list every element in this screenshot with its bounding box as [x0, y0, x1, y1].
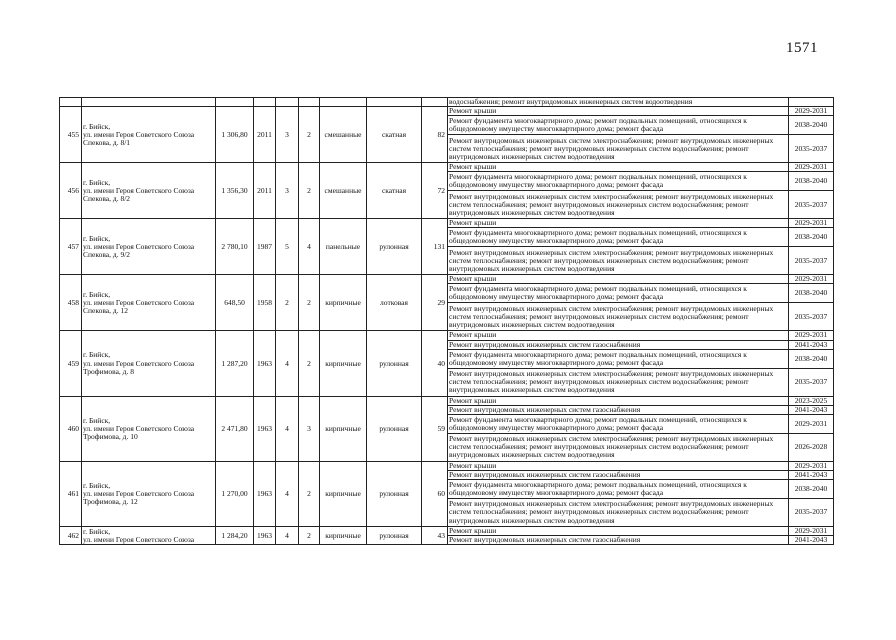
work-description-cell: Ремонт фундамента многоквартирного дома; ремонт подвальных помещений, относящихся к общедомовому имуществу многоквартирного дома; ремонт фасада	[448, 480, 789, 499]
build-year-cell: 1987	[254, 219, 276, 275]
work-description-cell: Ремонт фундамента многоквартирного дома; ремонт подвальных помещений, относящихся к общедомовому имуществу многоквартирного дома; ремонт фасада	[448, 228, 789, 247]
table-row	[60, 275, 834, 284]
floors-cell: 4	[276, 527, 299, 545]
roof-type-cell: рулонная	[367, 461, 422, 526]
address-cell: г. Бийск, ул. имени Героя Советского Союза	[82, 527, 216, 545]
record-number-cell: 459	[60, 331, 82, 396]
work-years-cell: 2029-2031	[789, 219, 834, 228]
work-years-cell: 2029-2031	[789, 461, 834, 470]
build-year-cell: 1963	[254, 461, 276, 526]
work-years-cell: 2029-2031	[789, 414, 834, 433]
work-years-cell: 2035-2037	[789, 499, 834, 527]
work-years-cell: 2029-2031	[789, 275, 834, 284]
address-cell: г. Бийск, ул. имени Героя Советского Союза Спекова, д. 8/2	[82, 163, 216, 219]
build-year-cell: 1958	[254, 275, 276, 331]
record-number-cell: 460	[60, 396, 82, 461]
page-number: 1571	[786, 40, 818, 56]
address-cell: г. Бийск, ул. имени Героя Советского Союза Спекова, д. 8/1	[82, 107, 216, 163]
work-years-cell: 2029-2031	[789, 527, 834, 536]
table-row	[60, 219, 834, 228]
entrances-cell: 3	[299, 396, 320, 461]
work-description-cell: Ремонт внутридомовых инженерных систем электроснабжения; ремонт внутридомовых инженерных систем теплоснабжения; ремонт внутридомовых инженерных систем водоснабжения; ремонт внутридомовых инженерных систем водоотведения	[448, 368, 789, 396]
empty-cell	[216, 98, 254, 107]
roof-type-cell: рулонная	[367, 219, 422, 275]
entrances-cell: 2	[299, 275, 320, 331]
build-year-cell: 1963	[254, 396, 276, 461]
residents-cell: 43	[422, 527, 448, 545]
roof-type-cell: рулонная	[367, 331, 422, 396]
wall-material-cell: смешанные	[320, 107, 367, 163]
wall-material-cell: кирпичные	[320, 527, 367, 545]
floors-cell: 4	[276, 396, 299, 461]
address-cell: г. Бийск, ул. имени Героя Советского Союза Спекова, д. 9/2	[82, 219, 216, 275]
work-description-cell: Ремонт крыши	[448, 331, 789, 340]
work-description-cell: Ремонт внутридомовых инженерных систем газоснабжения	[448, 536, 789, 545]
work-years-cell: 2041-2043	[789, 340, 834, 349]
table-row	[60, 107, 834, 116]
work-description-cell: Ремонт внутридомовых инженерных систем газоснабжения	[448, 405, 789, 414]
empty-cell	[276, 98, 299, 107]
residents-cell: 131	[422, 219, 448, 275]
work-years-cell: 2029-2031	[789, 163, 834, 172]
work-description-cell: Ремонт внутридомовых инженерных систем газоснабжения	[448, 470, 789, 479]
work-description-cell: Ремонт фундамента многоквартирного дома; ремонт подвальных помещений, относящихся к общедомовому имуществу многоквартирного дома; ремонт фасада	[448, 414, 789, 433]
total-area-cell: 2 471,80	[216, 396, 254, 461]
work-years-cell: 2041-2043	[789, 470, 834, 479]
build-year-cell: 2011	[254, 163, 276, 219]
work-years-cell: 2035-2037	[789, 135, 834, 163]
work-description-cell: Ремонт крыши	[448, 461, 789, 470]
work-description-cell: Ремонт крыши	[448, 396, 789, 405]
address-cell: г. Бийск, ул. имени Героя Советского Союза Спекова, д. 12	[82, 275, 216, 331]
work-years-cell: 2038-2040	[789, 172, 834, 191]
work-description-cell: Ремонт внутридомовых инженерных систем электроснабжения; ремонт внутридомовых инженерных систем теплоснабжения; ремонт внутридомовых инженерных систем водоснабжения; ремонт внутридомовых инженерных систем водоотведения	[448, 191, 789, 219]
work-description-cell: Ремонт внутридомовых инженерных систем электроснабжения; ремонт внутридомовых инженерных систем теплоснабжения; ремонт внутридомовых инженерных систем водоснабжения; ремонт внутридомовых инженерных систем водоотведения	[448, 247, 789, 275]
work-description-cell: Ремонт крыши	[448, 275, 789, 284]
work-years-cell: 2026-2028	[789, 433, 834, 461]
address-cell: г. Бийск, ул. имени Героя Советского Союза Трофимова, д. 12	[82, 461, 216, 526]
total-area-cell: 1 287,20	[216, 331, 254, 396]
work-years-cell: 2038-2040	[789, 349, 834, 368]
wall-material-cell: панельные	[320, 219, 367, 275]
residents-cell: 60	[422, 461, 448, 526]
address-cell: г. Бийск, ул. имени Героя Советского Союза Трофимова, д. 10	[82, 396, 216, 461]
total-area-cell: 1 356,30	[216, 163, 254, 219]
work-description-cell: Ремонт фундамента многоквартирного дома; ремонт подвальных помещений, относящихся к общедомовому имуществу многоквартирного дома; ремонт фасада	[448, 349, 789, 368]
total-area-cell: 1 306,80	[216, 107, 254, 163]
table-row	[60, 527, 834, 536]
empty-cell	[254, 98, 276, 107]
work-description-cell: Ремонт фундамента многоквартирного дома; ремонт подвальных помещений, относящихся к общедомовому имуществу многоквартирного дома; ремонт фасада	[448, 116, 789, 135]
empty-cell	[320, 98, 367, 107]
floors-cell: 4	[276, 461, 299, 526]
table-body	[60, 98, 834, 545]
floors-cell: 3	[276, 107, 299, 163]
entrances-cell: 2	[299, 163, 320, 219]
record-number-cell: 457	[60, 219, 82, 275]
residents-cell: 72	[422, 163, 448, 219]
roof-type-cell: скатная	[367, 163, 422, 219]
floors-cell: 5	[276, 219, 299, 275]
floors-cell: 2	[276, 275, 299, 331]
work-years-cell: 2041-2043	[789, 536, 834, 545]
residents-cell: 29	[422, 275, 448, 331]
empty-cell	[367, 98, 422, 107]
residents-cell: 82	[422, 107, 448, 163]
empty-cell	[60, 98, 82, 107]
empty-cell	[422, 98, 448, 107]
work-description-cell: Ремонт внутридомовых инженерных систем газоснабжения	[448, 340, 789, 349]
roof-type-cell: скатная	[367, 107, 422, 163]
record-number-cell: 455	[60, 107, 82, 163]
work-years-cell: 2038-2040	[789, 284, 834, 303]
work-years-cell: 2038-2040	[789, 480, 834, 499]
work-years-cell: 2038-2040	[789, 116, 834, 135]
build-year-cell: 1963	[254, 527, 276, 545]
build-year-cell: 2011	[254, 107, 276, 163]
total-area-cell: 1 284,20	[216, 527, 254, 545]
total-area-cell: 648,50	[216, 275, 254, 331]
empty-cell	[299, 98, 320, 107]
table-row	[60, 396, 834, 405]
record-number-cell: 462	[60, 527, 82, 545]
record-number-cell: 461	[60, 461, 82, 526]
work-years-cell: 2035-2037	[789, 368, 834, 396]
entrances-cell: 2	[299, 107, 320, 163]
floors-cell: 3	[276, 163, 299, 219]
record-number-cell: 456	[60, 163, 82, 219]
work-description-cell: Ремонт внутридомовых инженерных систем электроснабжения; ремонт внутридомовых инженерных систем теплоснабжения; ремонт внутридомовых инженерных систем водоснабжения; ремонт внутридомовых инженерных систем водоотведения	[448, 499, 789, 527]
wall-material-cell: кирпичные	[320, 461, 367, 526]
address-cell: г. Бийск, ул. имени Героя Советского Союза Трофимова, д. 8	[82, 331, 216, 396]
work-years-cell: 2041-2043	[789, 405, 834, 414]
wall-material-cell: кирпичные	[320, 331, 367, 396]
record-number-cell: 458	[60, 275, 82, 331]
roof-type-cell: рулонная	[367, 527, 422, 545]
roof-type-cell: рулонная	[367, 396, 422, 461]
table-row-continuation	[60, 98, 834, 107]
empty-cell	[82, 98, 216, 107]
wall-material-cell: кирпичные	[320, 275, 367, 331]
work-description-cell: Ремонт внутридомовых инженерных систем электроснабжения; ремонт внутридомовых инженерных систем теплоснабжения; ремонт внутридомовых инженерных систем водоснабжения; ремонт внутридомовых инженерных систем водоотведения	[448, 433, 789, 461]
residents-cell: 59	[422, 396, 448, 461]
entrances-cell: 2	[299, 461, 320, 526]
wall-material-cell: кирпичные	[320, 396, 367, 461]
work-description-cell: Ремонт крыши	[448, 219, 789, 228]
roof-type-cell: лотковая	[367, 275, 422, 331]
table-row	[60, 461, 834, 470]
work-description-cell: Ремонт внутридомовых инженерных систем электроснабжения; ремонт внутридомовых инженерных систем теплоснабжения; ремонт внутридомовых инженерных систем водоснабжения; ремонт внутридомовых инженерных систем водоотведения	[448, 303, 789, 331]
table-row	[60, 163, 834, 172]
work-description-cell: Ремонт крыши	[448, 163, 789, 172]
work-years-cell: 2038-2040	[789, 228, 834, 247]
entrances-cell: 2	[299, 527, 320, 545]
work-years-cell	[789, 98, 834, 107]
work-years-cell: 2029-2031	[789, 107, 834, 116]
work-description-cell: Ремонт крыши	[448, 107, 789, 116]
work-years-cell: 2035-2037	[789, 191, 834, 219]
wall-material-cell: смешанные	[320, 163, 367, 219]
build-year-cell: 1963	[254, 331, 276, 396]
work-description-cell: водоснабжения; ремонт внутридомовых инженерных систем водоотведения	[448, 98, 789, 107]
work-years-cell: 2035-2037	[789, 247, 834, 275]
work-years-cell: 2035-2037	[789, 303, 834, 331]
housing-repair-table	[59, 97, 834, 545]
residents-cell: 40	[422, 331, 448, 396]
work-years-cell: 2029-2031	[789, 331, 834, 340]
floors-cell: 4	[276, 331, 299, 396]
total-area-cell: 2 780,10	[216, 219, 254, 275]
work-description-cell: Ремонт фундамента многоквартирного дома; ремонт подвальных помещений, относящихся к общедомовому имуществу многоквартирного дома; ремонт фасада	[448, 284, 789, 303]
work-description-cell: Ремонт фундамента многоквартирного дома; ремонт подвальных помещений, относящихся к общедомовому имуществу многоквартирного дома; ремонт фасада	[448, 172, 789, 191]
work-description-cell: Ремонт крыши	[448, 527, 789, 536]
entrances-cell: 4	[299, 219, 320, 275]
table-row	[60, 331, 834, 340]
work-description-cell: Ремонт внутридомовых инженерных систем электроснабжения; ремонт внутридомовых инженерных систем теплоснабжения; ремонт внутридомовых инженерных систем водоснабжения; ремонт внутридомовых инженерных систем водоотведения	[448, 135, 789, 163]
work-years-cell: 2023-2025	[789, 396, 834, 405]
total-area-cell: 1 270,00	[216, 461, 254, 526]
housing-repair-table-wrap	[59, 97, 833, 545]
entrances-cell: 2	[299, 331, 320, 396]
